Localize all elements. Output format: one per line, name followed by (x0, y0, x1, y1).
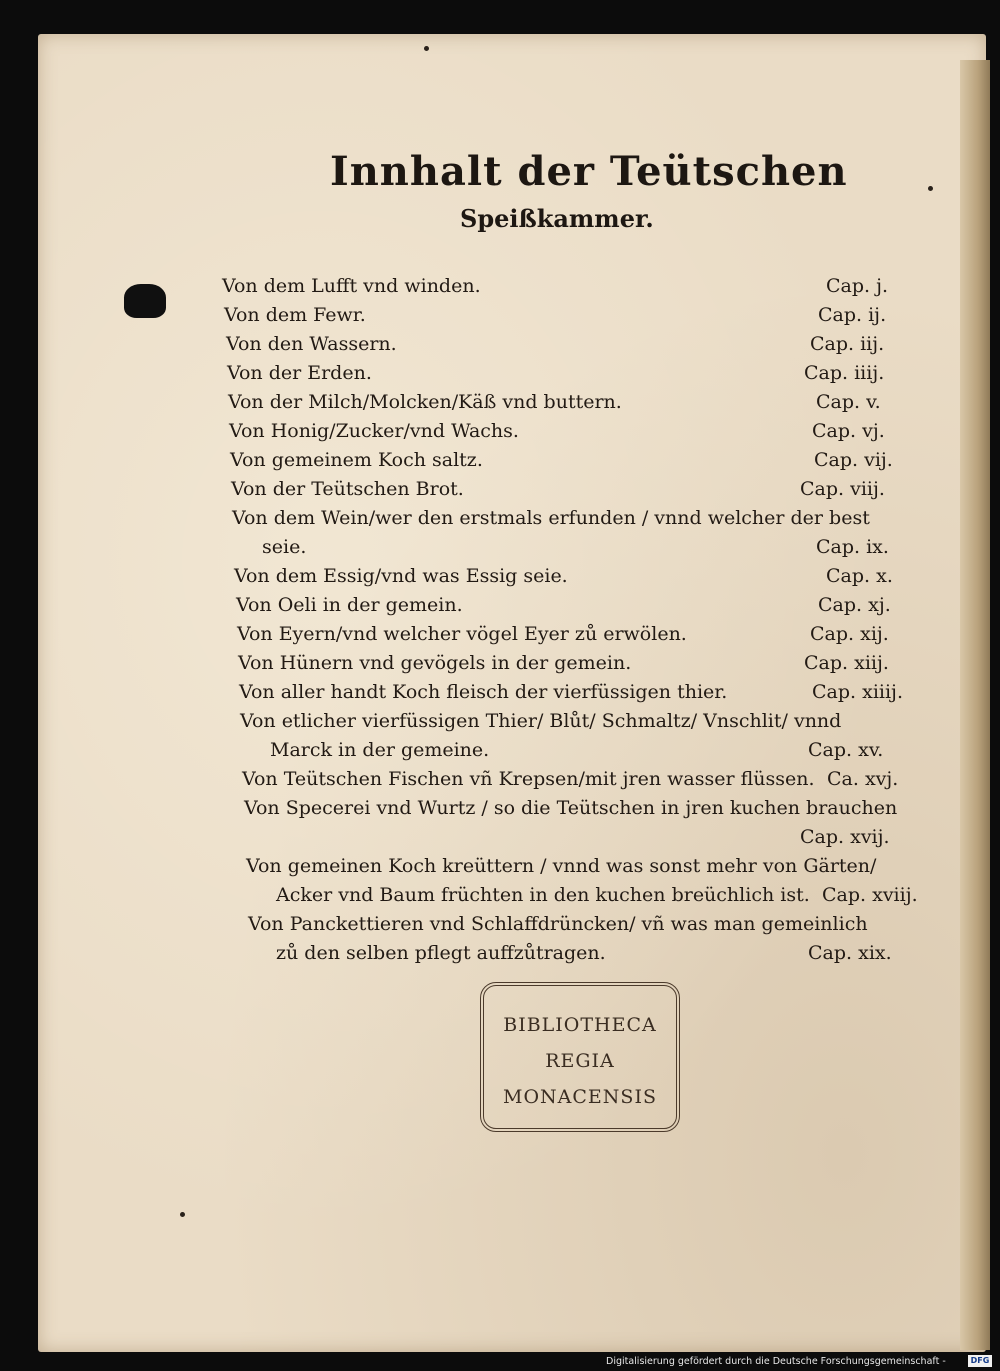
stamp-line-3: MONACENSIS (503, 1086, 657, 1108)
toc-entry: Von der Milch/Molcken/Käß vnd buttern. (228, 391, 622, 413)
toc-chapter-number: Cap. viij. (800, 478, 885, 500)
ink-speck (928, 186, 933, 191)
toc-entry: Von der Erden. (227, 362, 372, 384)
toc-chapter-number: Cap. xiiij. (812, 681, 903, 703)
toc-entry: Von Honig/Zucker/vnd Wachs. (229, 420, 519, 442)
toc-entry: Von der Teütschen Brot. (231, 478, 464, 500)
toc-entry: Acker vnd Baum früchten in den kuchen breüchlich ist. (276, 884, 810, 906)
toc-chapter-number: Cap. ij. (818, 304, 887, 326)
toc-entry: Von den Wassern. (226, 333, 397, 355)
toc-entry: Von Teütschen Fischen vñ Krepsen/mit jren wasser flüssen. (242, 768, 815, 790)
toc-chapter-number: Cap. xiij. (804, 652, 889, 674)
toc-chapter-number: Cap. x. (826, 565, 893, 587)
toc-entry: Von Eyern/vnd welcher vögel Eyer zů erwölen. (237, 623, 687, 645)
toc-entry: Von dem Fewr. (224, 304, 366, 326)
toc-entry: Von Panckettieren vnd Schlaffdrüncken/ vñ was man gemeinlich (248, 913, 868, 935)
toc-entry: Von etlicher vierfüssigen Thier/ Blůt/ Schmaltz/ Vnschlit/ vnnd (240, 710, 842, 732)
toc-entry: Von Hünern vnd gevögels in der gemein. (238, 652, 632, 674)
stamp-line-1: BIBLIOTHECA (503, 1014, 657, 1036)
ink-speck (180, 1212, 185, 1217)
toc-chapter-number: Cap. vj. (812, 420, 885, 442)
page-edge (960, 60, 990, 1350)
library-stamp (480, 982, 680, 1132)
toc-chapter-number: Cap. xvij. (800, 826, 890, 848)
toc-chapter-number: Cap. v. (816, 391, 881, 413)
toc-entry: Von gemeinem Koch saltz. (230, 449, 483, 471)
toc-entry: Von Specerei vnd Wurtz / so die Teütschen in jren kuchen brauchen (244, 797, 898, 819)
toc-chapter-number: Cap. j. (826, 275, 889, 297)
page-subtitle: Speißkammer. (460, 204, 654, 233)
toc-chapter-number: Cap. xviij. (822, 884, 918, 906)
toc-chapter-number: Cap. xij. (810, 623, 889, 645)
toc-entry: Von gemeinen Koch kreüttern / vnnd was sonst mehr von Gärten/ (246, 855, 877, 877)
toc-entry: Von Oeli in der gemein. (236, 594, 463, 616)
toc-chapter-number: Cap. xj. (818, 594, 891, 616)
toc-chapter-number: Ca. xvj. (827, 768, 899, 790)
dfg-logo: DFG (968, 1355, 992, 1367)
toc-entry: Von dem Lufft vnd winden. (222, 275, 481, 297)
toc-entry: Von dem Essig/vnd was Essig seie. (234, 565, 568, 587)
ink-mark (124, 284, 166, 318)
page-title: Innhalt der Teütschen (330, 148, 848, 195)
toc-entry: Marck in der gemeine. (270, 739, 490, 761)
toc-chapter-number: Cap. ix. (816, 536, 889, 558)
ink-speck (424, 46, 429, 51)
toc-chapter-number: Cap. xix. (808, 942, 892, 964)
toc-entry: Von aller handt Koch fleisch der vierfüssigen thier. (239, 681, 728, 703)
toc-chapter-number: Cap. iiij. (804, 362, 885, 384)
stamp-line-2: REGIA (545, 1050, 615, 1072)
digitization-credit: Digitalisierung gefördert durch die Deutsche Forschungsgemeinschaft - (606, 1356, 946, 1367)
toc-chapter-number: Cap. iij. (810, 333, 885, 355)
toc-entry: Von dem Wein/wer den erstmals erfunden / vnnd welcher der best (232, 507, 870, 529)
toc-entry: seie. (262, 536, 307, 558)
toc-chapter-number: Cap. xv. (808, 739, 884, 761)
toc-chapter-number: Cap. vij. (814, 449, 893, 471)
toc-entry: zů den selben pflegt auffzůtragen. (276, 942, 606, 964)
